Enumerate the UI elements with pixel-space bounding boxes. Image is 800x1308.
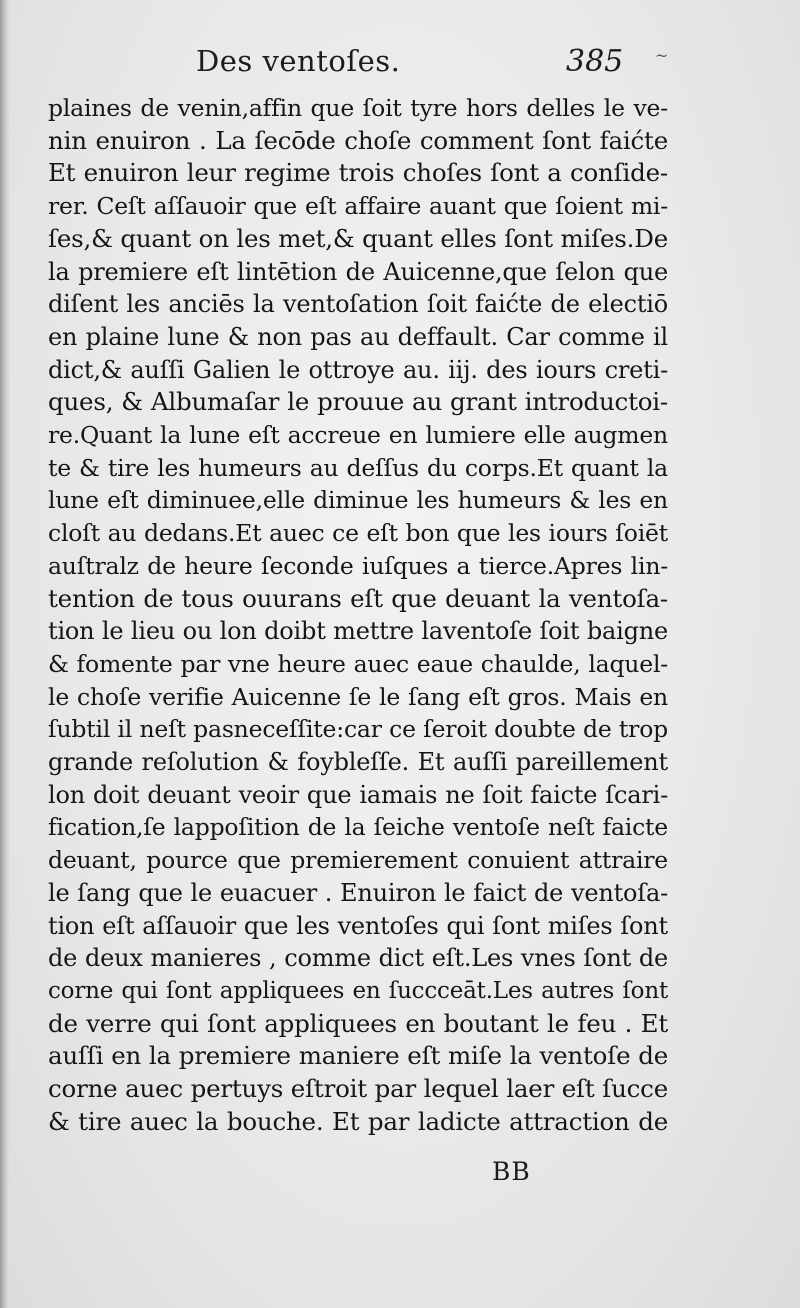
text-line: ſes,& quant on les met,& quant elles ſont miſes.De: [48, 223, 668, 253]
text-line: dict,& auſſi Galien le ottroye au. iij. des iours creti-: [48, 355, 668, 384]
text-line: ſubtil il neſt pasneceſſite:car ce ſeroit doubte de trop: [48, 715, 668, 744]
text-line: & fomente par vne heure auec eaue chaulde, laquel-: [48, 649, 668, 678]
text-line: en plaine lune & non pas au deffault. Car comme il: [48, 322, 668, 351]
binding-shadow: [0, 0, 10, 1308]
text-line: Et enuiron leur regime trois choſes ſont a conſide-: [48, 158, 668, 188]
text-line: nin enuiron . La ſecōde choſe comment ſont faićte: [48, 125, 668, 155]
text-line: lon doit deuant veoir que iamais ne ſoit faicte ſcari-: [48, 780, 668, 809]
text-line: corne qui ſont appliquees en ſuccceāt.Les autres ſont: [48, 977, 668, 1004]
text-line: diſent les anciēs la ventoſation ſoit faićte de electiō: [48, 290, 668, 319]
text-line: fication,ſe lappoſition de la ſeiche ventoſe neſt faicte: [48, 813, 668, 842]
corner-mark: ~: [655, 46, 669, 65]
text-line: ques, & Albumaſar le prouue au grant introductoi-: [48, 387, 668, 417]
text-line: la premiere eſt lintētion de Auicenne,que ſelon que: [48, 257, 668, 286]
text-line: le ſang que le euacuer . Enuiron le faict de ventoſa-: [48, 878, 668, 907]
text-line: tention de tous ouurans eſt que deuant la ventoſa-: [48, 583, 668, 613]
text-line: rer. Ceſt aſſauoir que eſt affaire auant que ſoient mi-: [48, 192, 668, 221]
text-line: auſſi en la premiere maniere eſt miſe la ventoſe de: [48, 1041, 668, 1071]
text-line: grande reſolution & foybleſſe. Et auſſi pareillement: [48, 748, 668, 777]
text-line: deuant, pource que premierement conuient attraire: [48, 846, 668, 875]
text-line: corne auec pertuys eſtroit par lequel laer eſt ſucce: [48, 1074, 668, 1104]
text-line: lune eſt diminuee,elle diminue les humeurs & les en: [48, 486, 668, 515]
text-line: re.Quant la lune eſt accreue en lumiere elle augmen: [48, 421, 668, 450]
text-line: le choſe verifie Auicenne ſe le ſang eſt gros. Mais en: [48, 682, 668, 711]
text-line: de deux manieres , comme dict eſt.Les vnes ſont de: [48, 944, 668, 973]
text-line: te & tire les humeurs au deſſus du corps.Et quant la: [48, 453, 668, 482]
text-line: tion le lieu ou lon doibt mettre laventoſe ſoit baigne: [48, 617, 668, 646]
text-line: de verre qui ſont appliquees en boutant le feu . Et: [48, 1008, 668, 1038]
text-line: tion eſt aſſauoir que les ventoſes qui ſont miſes ſont: [48, 911, 668, 940]
body-text: [48, 92, 668, 1139]
text-line: cloſt au dedans.Et auec ce eſt bon que les iours ſoiēt: [48, 519, 668, 548]
text-line: & tire auec la bouche. Et par ladicte attraction de: [48, 1106, 668, 1136]
text-line: auſtralz de heure ſeconde iuſques a tierce.Apres lin-: [48, 551, 668, 580]
signature-mark: BB: [492, 1157, 531, 1186]
page-number: 385: [566, 44, 624, 79]
running-title: Des ventoſes.: [196, 44, 401, 78]
text-line: plaines de venin,affin que ſoit tyre hors delles le ve-: [48, 94, 668, 122]
